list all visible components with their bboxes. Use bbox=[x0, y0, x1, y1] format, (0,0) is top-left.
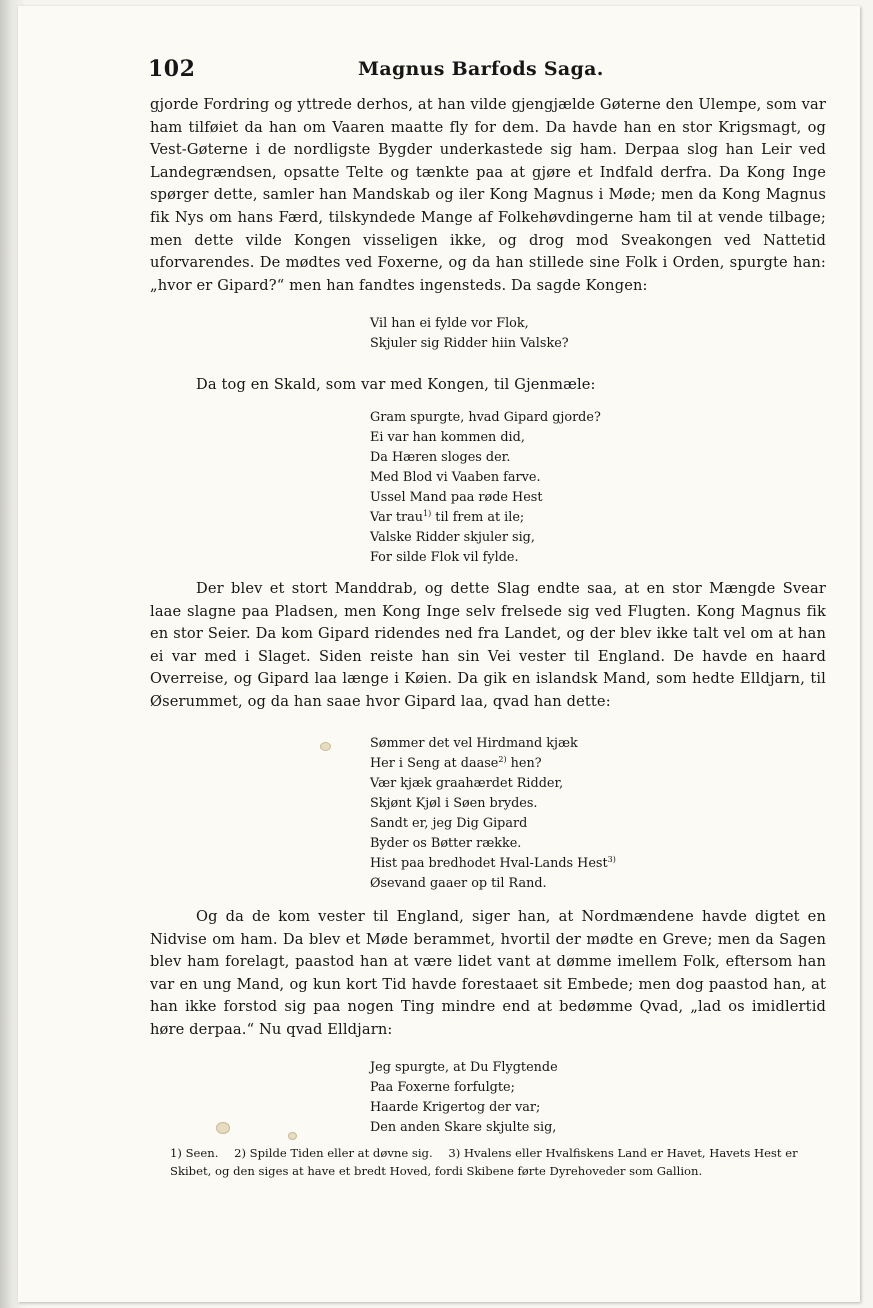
verse-line: Byder os Bøtter række. bbox=[370, 836, 522, 851]
verse-3 bbox=[370, 734, 810, 894]
verse-line: Den anden Skare skjulte sig, bbox=[370, 1120, 557, 1135]
verse-line: Jeg spurgte, at Du Flygtende bbox=[370, 1060, 558, 1075]
footnote-1: 1) Seen. bbox=[170, 1146, 219, 1160]
paper-speck bbox=[320, 742, 331, 751]
paragraph-3: Der blev et stort Manddrab, og dette Slag endte saa, at en stor Mængde Svear laae slagne paa Pladsen, men Kong Inge selv frelsede sig ved Flugten. Kong Magnus fik en stor Seier. Da kom Gipard ridendes ned fra Landet, og der blev ikke talt vel om at han ei var med i Slaget. Siden reiste han sin Vei vester til England. De havde en haard Overreise, og Gipard laa længe i Køien. Da gik en islandsk Mand, som hedte Elldjarn, til Øserummet, og da han saae hvor Gipard laa, qvad han dette: bbox=[150, 580, 826, 710]
running-title: Magnus Barfods Saga. bbox=[358, 58, 604, 80]
verse-line: Hist paa bredhodet Hval-Lands Hest$^{3)}$ bbox=[370, 855, 616, 871]
verse-line: Var trau$^{1)}$ til frem at ile; bbox=[370, 509, 525, 525]
verse-line: Haarde Krigertog der var; bbox=[370, 1100, 541, 1115]
footnotes bbox=[170, 1144, 820, 1180]
verse-line: Ussel Mand paa røde Hest bbox=[370, 490, 543, 505]
page-number: 102 bbox=[148, 56, 196, 82]
verse-2 bbox=[370, 408, 810, 568]
verse-line: Her i Seng at daase$^{2)}$ hen? bbox=[370, 755, 542, 771]
footnote-marker: 3) bbox=[607, 855, 616, 864]
footnote-marker: 2) bbox=[498, 755, 507, 764]
page-header bbox=[148, 54, 826, 84]
verse-4 bbox=[370, 1058, 810, 1138]
footnote-3: 3) Hvalens eller Hvalfiskens Land er Havet, Havets Hest er Skibet, og den siges at have et bredt Hoved, fordi Skibene førte Dyrehoveder som Gallion. bbox=[170, 1146, 798, 1178]
verse-line: Med Blod vi Vaaben farve. bbox=[370, 470, 541, 485]
verse-line: For silde Flok vil fylde. bbox=[370, 550, 519, 565]
footnote-marker: 1) bbox=[423, 509, 432, 518]
verse-line: Valske Ridder skjuler sig, bbox=[370, 530, 535, 545]
paragraph-4: Og da de kom vester til England, siger han, at Nordmændene havde digtet en Nidvise om ham. Da blev et Møde berammet, hvortil der mødte en Greve; men da Sagen blev ham forelagt, paastod han at være lidet vant at dømme imellem Folk, eftersom han var en ung Mand, og kun kort Tid havde forestaaet sit Embede; men dog paastod han, at han ikke forstod sig paa nogen Ting mindre end at bedømme Qvad, „lad os imidlertid høre derpaa.“ Nu qvad Elldjarn: bbox=[150, 908, 826, 1038]
footnote-2: 2) Spilde Tiden eller at døvne sig. bbox=[234, 1146, 433, 1160]
paragraph-1: gjorde Fordring og yttrede derhos, at han vilde gjengjælde Gøterne den Ulempe, som var ham tilføiet da han om Vaaren maatte fly for dem. Da havde han en stor Krigsmagt, og Vest-Gøterne i de nordligste Bygder underkastede sig ham. Derpaa slog han Leir ved Landegrændsen, opsatte Telte og tænkte paa at gjøre et Indfald derfra. Da Kong Inge spørger dette, samler han Mandskab og iler Kong Magnus i Møde; men da Kong Magnus fik Nys om hans Færd, tilskyndede Mange af Folkehøvdingerne ham til at vende tilbage; men dette vilde Kongen visseligen ikke, og drog mod Sveakongen ved Nattetid uforvarendes. De mødtes ved Foxerne, og da han stillede sine Folk i Orden, spurgte han: „hvor er Gipard?“ men han fandtes ingensteds. Da sagde Kongen: bbox=[150, 96, 826, 294]
verse-line: Sømmer det vel Hirdmand kjæk bbox=[370, 736, 578, 751]
book-page bbox=[18, 6, 860, 1302]
verse-line: Skjønt Kjøl i Søen brydes. bbox=[370, 796, 538, 811]
paper-speck bbox=[288, 1132, 297, 1140]
verse-line: Skjuler sig Ridder hiin Valske? bbox=[370, 336, 569, 351]
verse-line: Sandt er, jeg Dig Gipard bbox=[370, 816, 528, 831]
verse-line: Vil han ei fylde vor Flok, bbox=[370, 316, 529, 331]
verse-line: Vær kjæk graahærdet Ridder, bbox=[370, 776, 564, 791]
verse-line: Ei var han kommen did, bbox=[370, 430, 525, 445]
verse-line: Gram spurgte, hvad Gipard gjorde? bbox=[370, 410, 601, 425]
paper-speck bbox=[216, 1122, 230, 1134]
paragraph-2: Da tog en Skald, som var med Kongen, til Gjenmæle: bbox=[196, 376, 596, 393]
verse-1 bbox=[370, 314, 810, 354]
verse-line: Paa Foxerne forfulgte; bbox=[370, 1080, 515, 1095]
verse-line: Da Hæren sloges der. bbox=[370, 450, 511, 465]
verse-line: Øsevand gaaer op til Rand. bbox=[370, 876, 547, 891]
